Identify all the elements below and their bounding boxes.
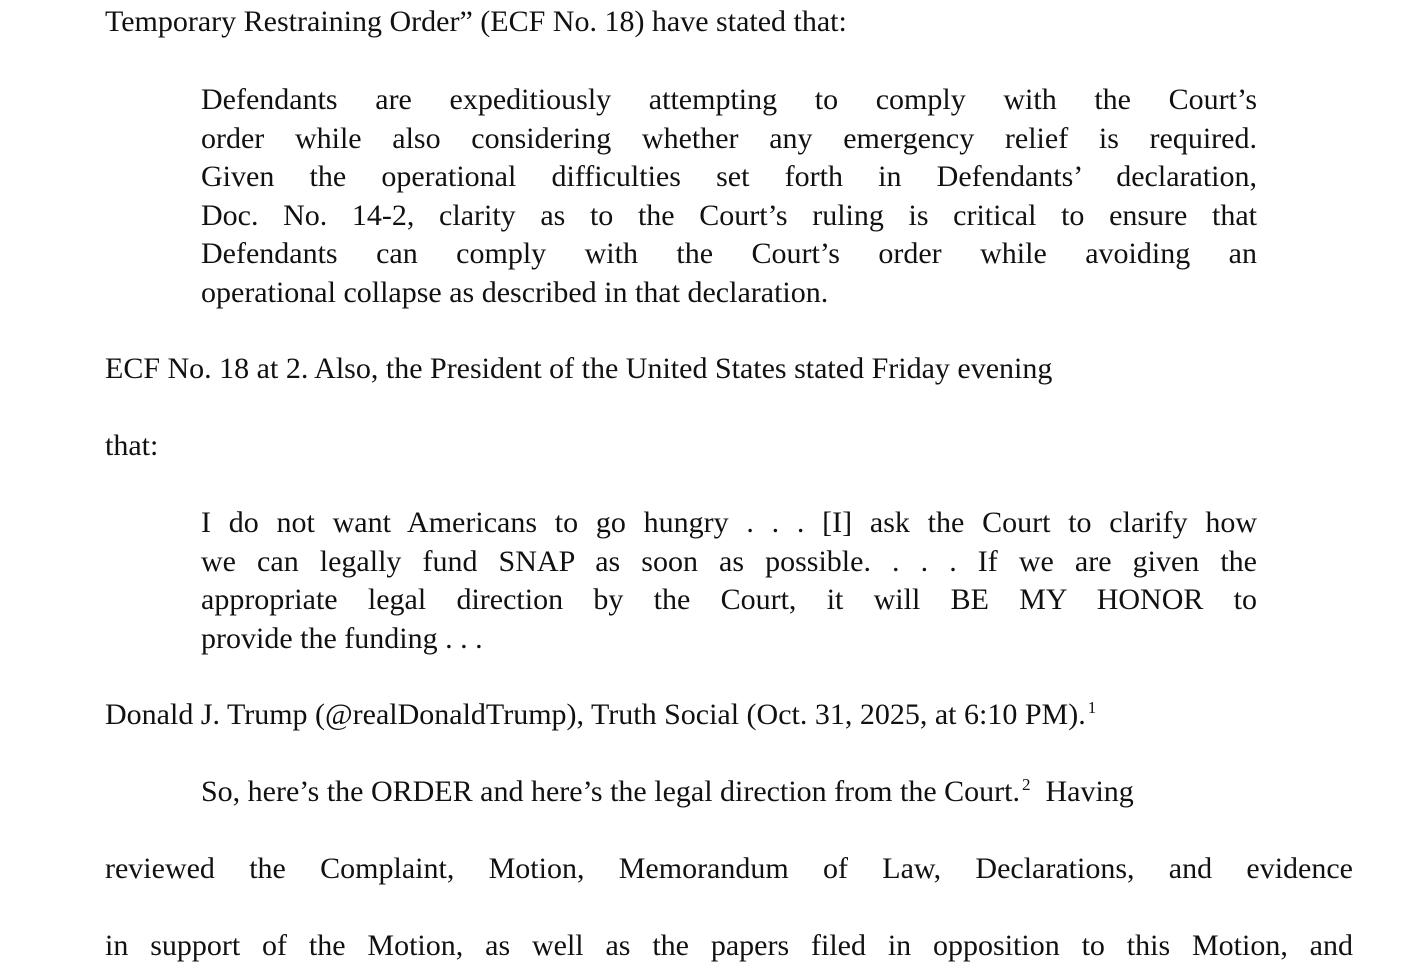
- body-line-3: that:: [105, 429, 159, 462]
- quote-line: I do not want Americans to go hungry . . . [I] ask the Court to clarify how: [201, 506, 1257, 539]
- quote-line: order while also considering whether any emergency relief is required.: [201, 121, 1257, 155]
- body-line-6: reviewed the Complaint, Motion, Memorandum of Law, Declarations, and evidence: [105, 852, 1353, 885]
- quote-line: we can legally fund SNAP as soon as possible. . . . If we are given the: [201, 544, 1257, 578]
- footnote-marker-2[interactable]: 2: [1021, 775, 1031, 794]
- citation-text: Donald J. Trump (@realDonaldTrump), Truth Social (Oct. 31, 2025, at 6:10 PM).: [105, 698, 1086, 731]
- body-line-7: in support of the Motion, as well as the papers filed in opposition to this Motion, and: [105, 929, 1353, 962]
- block-quote-defendants: [201, 81, 1257, 312]
- footnote-marker-1[interactable]: 1: [1087, 698, 1097, 717]
- quote-line: Given the operational difficulties set forth in Defendants’ declaration,: [201, 160, 1257, 193]
- body-line-1: Temporary Restraining Order” (ECF No. 18) have stated that:: [105, 5, 847, 38]
- citation-line: [105, 700, 1096, 730]
- quote-line: operational collapse as described in that declaration.: [201, 275, 829, 309]
- order-sentence: So, here’s the ORDER and here’s the legal direction from the Court.: [201, 775, 1020, 808]
- having-text: Having: [1030, 775, 1134, 808]
- quote-line: appropriate legal direction by the Court, it will BE MY HONOR to: [201, 583, 1257, 616]
- body-line-2: ECF No. 18 at 2. Also, the President of the United States stated Friday evening: [105, 352, 1053, 385]
- body-line-5: [201, 777, 1134, 807]
- block-quote-president: [201, 504, 1257, 658]
- quote-line: Doc. No. 14-2, clarity as to the Court’s ruling is critical to ensure that: [201, 198, 1257, 232]
- quote-line: Defendants are expeditiously attempting to comply with the Court’s: [201, 83, 1257, 116]
- quote-line: provide the funding . . .: [201, 621, 483, 655]
- quote-line: Defendants can comply with the Court’s order while avoiding an: [201, 237, 1257, 270]
